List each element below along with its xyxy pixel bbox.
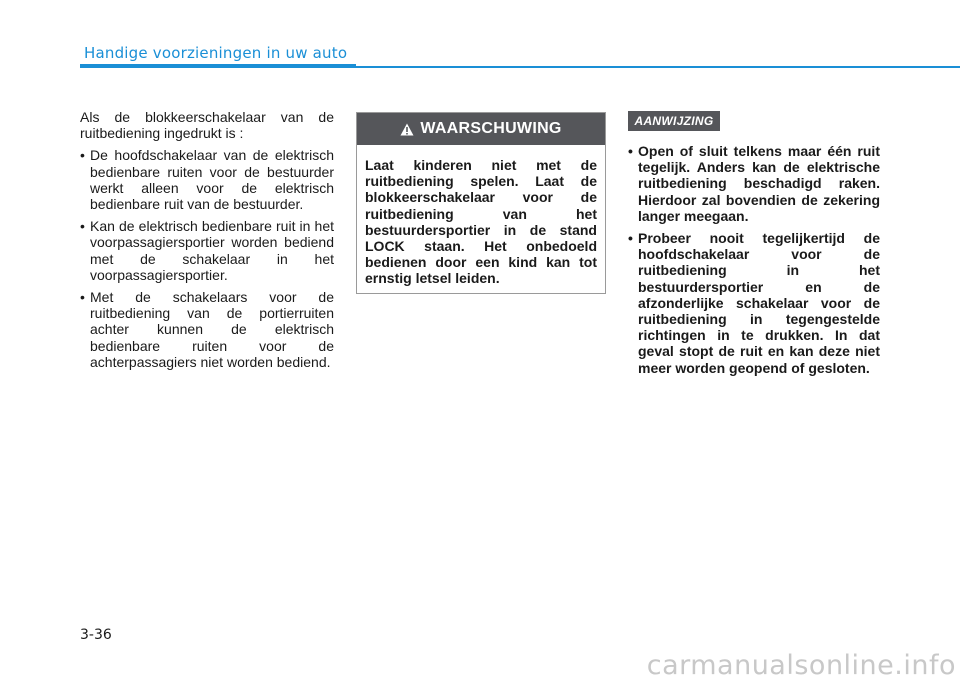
page-number: 3-36 <box>80 627 112 643</box>
warning-box <box>356 112 606 294</box>
section-header-title: Handige voorzieningen in uw auto <box>84 44 348 62</box>
list-item <box>628 230 880 376</box>
note-badge: AANWIJZING <box>628 111 720 131</box>
warning-header <box>357 113 605 145</box>
list-item-text: Met de schakelaars voor de ruitbediening van de portierruiten achter kunnen de elektrisch bedienbare ruiten voor de achterpassagiers niet worden bediend. <box>90 289 334 370</box>
header-rule-thin <box>356 66 960 68</box>
right-column <box>628 143 880 382</box>
bullet-glyph: • <box>80 289 85 306</box>
warning-triangle-icon <box>400 123 414 136</box>
bullet-glyph: • <box>628 143 633 159</box>
bullet-glyph: • <box>80 218 85 235</box>
note-bullet-list <box>628 143 880 376</box>
list-item <box>80 218 334 283</box>
bullet-glyph: • <box>80 147 85 164</box>
left-column <box>80 109 334 376</box>
header-rule-thick <box>80 64 356 68</box>
list-item-text: Open of sluit telkens maar één ruit tegelijk. Anders kan de elektrische ruitbediening beschadigd raken. Hierdoor zal bovendien de zekering langer meegaan. <box>638 143 880 224</box>
intro-paragraph: Als de blokkeerschakelaar van de ruitbediening ingedrukt is : <box>80 109 334 142</box>
list-item-text: Kan de elektrisch bedienbare ruit in het voorpassagiersportier worden bediend met de schakelaar in het voorpassagiersportier. <box>90 218 334 283</box>
list-item <box>80 289 334 370</box>
warning-title: WAARSCHUWING <box>420 120 562 137</box>
list-item <box>628 143 880 224</box>
list-item-text: Probeer nooit tegelijkertijd de hoofdschakelaar voor de ruitbediening in het bestuurdersportier en de afzonderlijke schakelaar voor de ruitbediening in tegengestelde richtingen in te drukken. In dat geval stopt de ruit en kan deze niet meer worden geopend of gesloten. <box>638 230 880 376</box>
list-item <box>80 147 334 212</box>
warning-text: Laat kinderen niet met de ruitbediening spelen. Laat de blokkeerschakelaar voor de ruitbediening van het bestuurdersportier in de stand LOCK staan. Het onbedoeld bedienen door een kind kan tot ernstig letsel leiden. <box>365 157 597 287</box>
bullet-glyph: • <box>628 230 633 247</box>
left-bullet-list <box>80 147 334 370</box>
list-item-text: De hoofdschakelaar van de elektrisch bedienbare ruiten voor de bestuurder werkt alleen voor de elektrisch bedienbare ruit van de bestuurder. <box>90 147 334 213</box>
watermark: carmanualsonline.info <box>646 650 956 681</box>
